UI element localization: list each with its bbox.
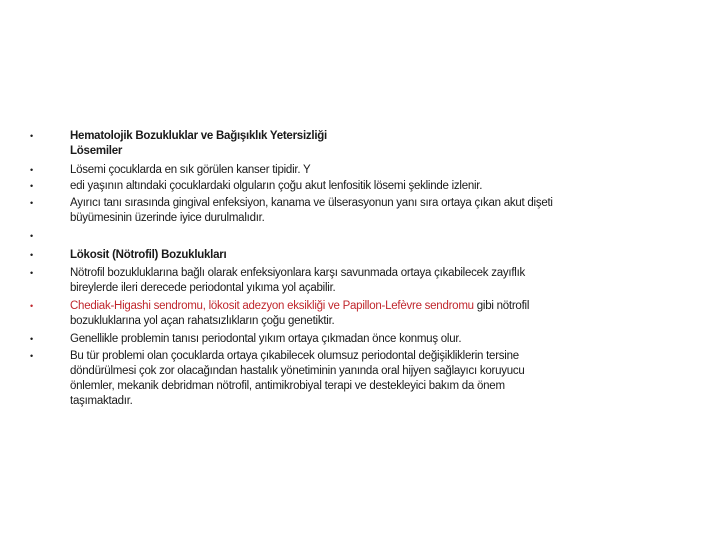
subheading-leukemia: Lösemiler bbox=[70, 145, 123, 157]
item-text: Nötrofil bozukluklarına bağlı olarak enfeksiyonlara karşı savunmada ortaya çıkabilecek zayıflık bbox=[70, 267, 526, 279]
item-text: Genellikle problemin tanısı periodontal yıkım ortaya çıkmadan önce konmuş olur. bbox=[70, 333, 462, 345]
item-text: büyümesinin üzerinde iyice durulmalıdır. bbox=[70, 212, 265, 224]
item-text: Lösemi çocuklarda en sık görülen kanser tipidir. Y bbox=[70, 164, 311, 176]
heading-leukocyte: Lökosit (Nötrofil) Bozuklukları bbox=[70, 249, 227, 261]
item-text: Ayırıcı tanı sırasında gingival enfeksiyon, kanama ve ülserasyonun yanı sıra ortaya çıkan akut dişeti bbox=[70, 197, 553, 209]
bullet-icon: • bbox=[30, 250, 33, 260]
heading-hematology: Hematolojik Bozukluklar ve Bağışıklık Yetersizliği bbox=[70, 130, 328, 142]
bullet-icon: • bbox=[30, 301, 33, 311]
item-text: gibi nötrofil bbox=[473, 300, 530, 312]
item-text: taşımaktadır. bbox=[70, 395, 133, 407]
bullet-icon: • bbox=[30, 131, 33, 141]
item-text: edi yaşının altındaki çocuklardaki olguların çoğu akut lenfositik lösemi şeklinde izlenir. bbox=[70, 180, 483, 192]
bullet-icon: • bbox=[30, 268, 33, 278]
bullet-icon: • bbox=[30, 231, 33, 241]
item-text: önlemler, mekanik debridman nötrofil, antimikrobiyal terapi ve destekleyici bakım da önem bbox=[70, 380, 505, 392]
item-text: Bu tür problemi olan çocuklarda ortaya çıkabilecek olumsuz periodontal değişikliklerin tersine bbox=[70, 350, 519, 362]
bullet-icon: • bbox=[30, 351, 33, 361]
highlighted-syndromes: Chediak-Higashi sendromu, lökosit adezyon eksikliği ve Papillon-Lefèvre sendromu bbox=[70, 300, 474, 312]
item-text: bozukluklarına yol açan rahatsızlıkların çoğu genetiktir. bbox=[70, 315, 335, 327]
bullet-icon: • bbox=[30, 198, 33, 208]
item-text: bireylerde ileri derecede periodontal yıkıma yol açabilir. bbox=[70, 282, 336, 294]
bullet-icon: • bbox=[30, 165, 33, 175]
bullet-icon: • bbox=[30, 181, 33, 191]
bullet-icon: • bbox=[30, 334, 33, 344]
item-text: döndürülmesi çok zor olacağından hastalık yönetiminin yanında oral hijyen sağlayıcı koruyucu bbox=[70, 365, 525, 377]
